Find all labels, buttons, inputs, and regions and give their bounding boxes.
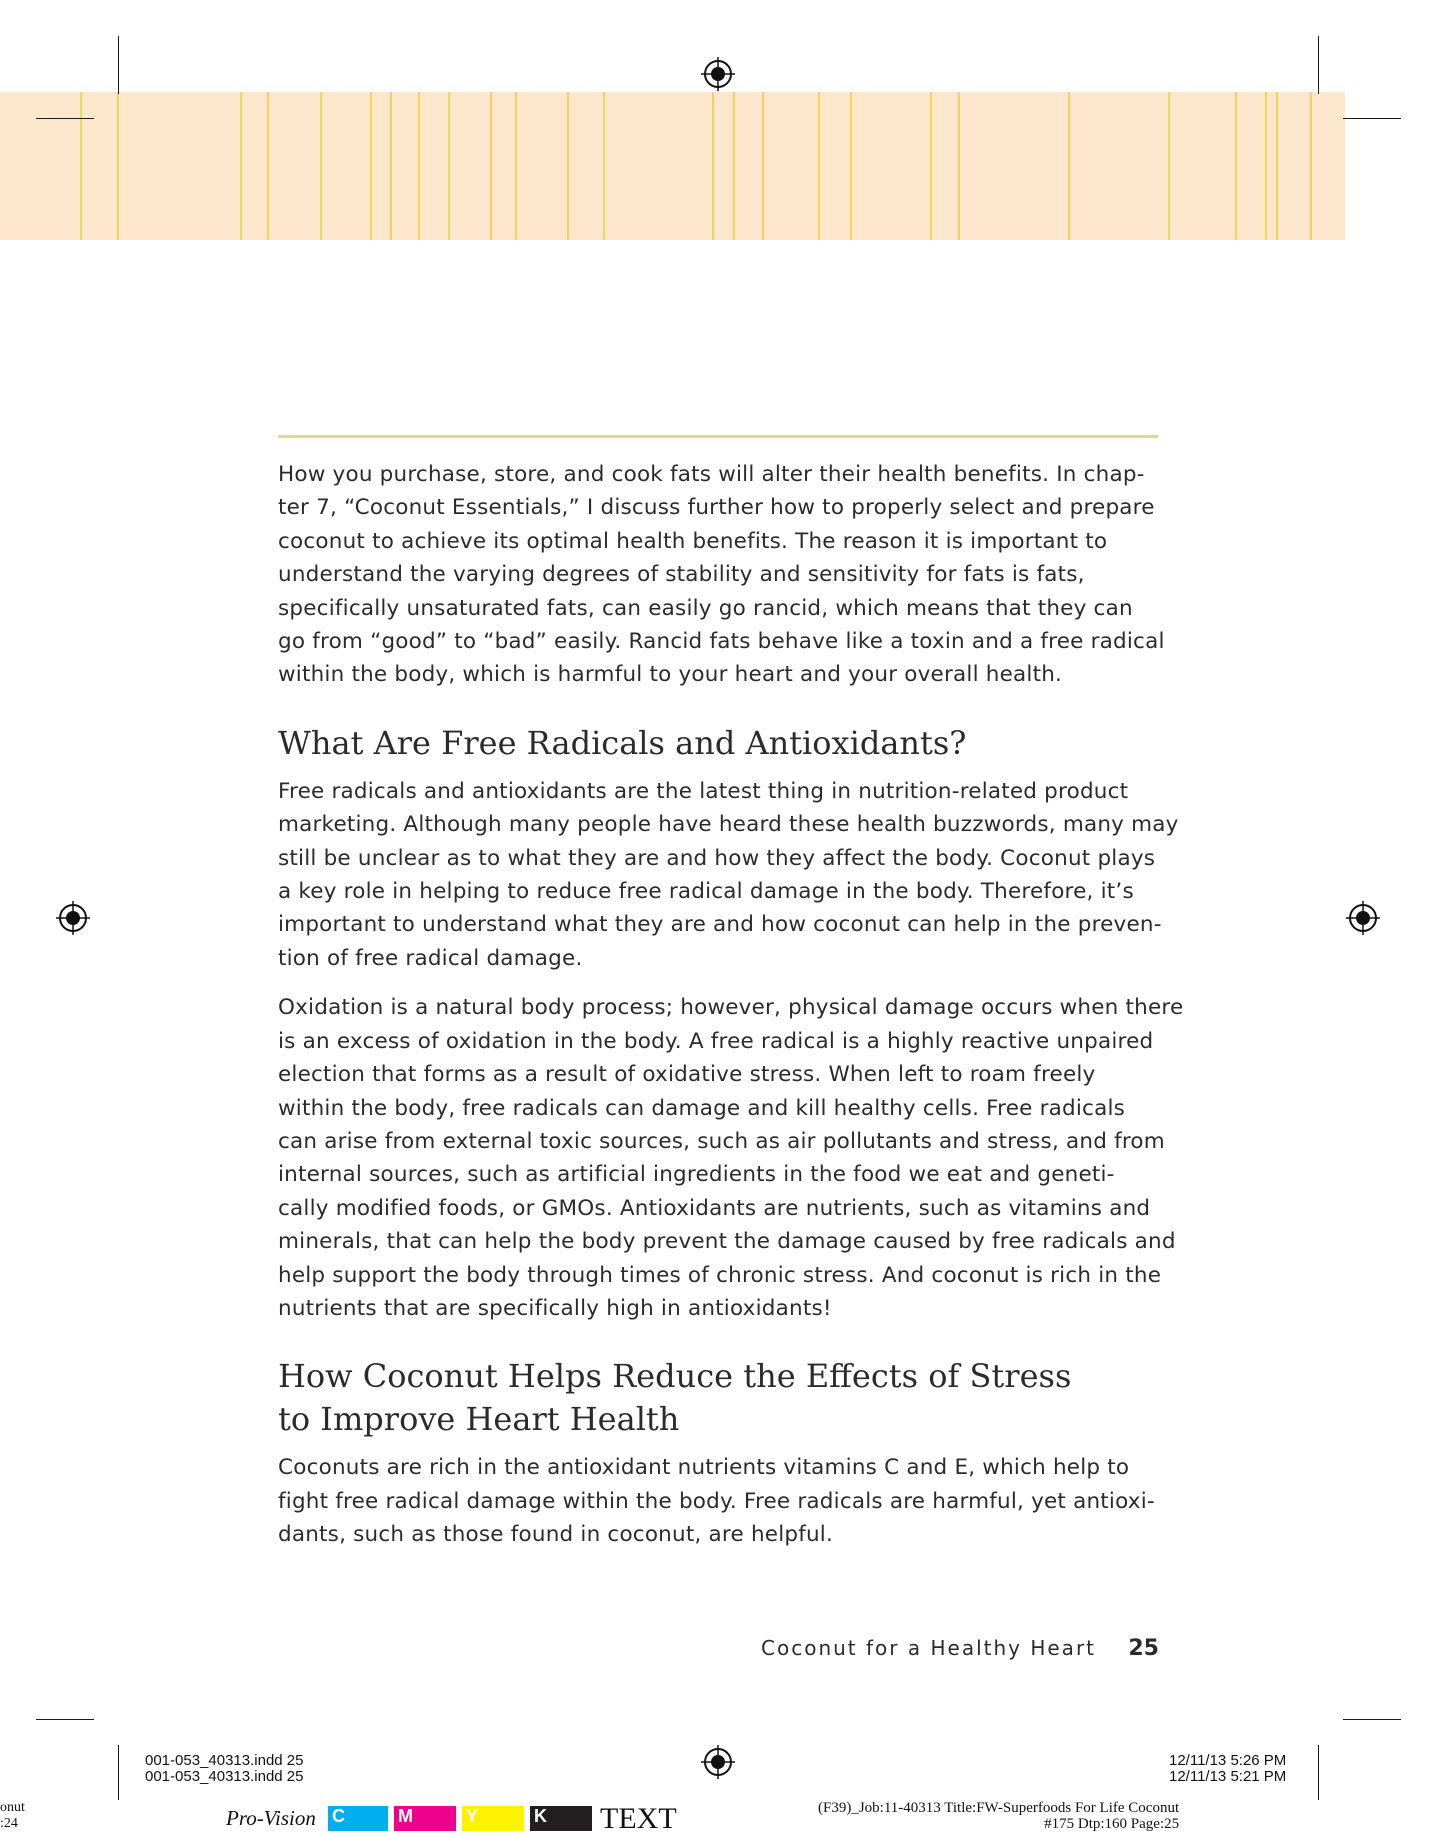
- banner-stripe: [733, 92, 735, 240]
- heading-line: How Coconut Helps Reduce the Effects of Stress: [278, 1357, 1072, 1396]
- slug-file-info: [145, 1753, 303, 1785]
- text-line: go from “good” to “bad” easily. Rancid fats behave like a toxin and a free radical: [278, 629, 1165, 655]
- slug-line: (F39)_Job:11-40313 Title:FW-Superfoods For Life Coconut: [818, 1800, 1180, 1816]
- text-line: a key role in helping to reduce free radical damage in the body. Therefore, it’s: [278, 879, 1134, 905]
- paragraph: [278, 1451, 1158, 1551]
- text-line: election that forms as a result of oxidative stress. When left to roam freely: [278, 1062, 1096, 1088]
- banner-stripe: [930, 92, 932, 240]
- color-swatch-black: K: [530, 1806, 592, 1831]
- text-line: nutrients that are specifically high in antioxidants!: [278, 1295, 832, 1321]
- section-top-rule: [278, 435, 1158, 438]
- banner-stripe: [603, 92, 605, 240]
- text-line: marketing. Although many people have heard these health buzzwords, many may: [278, 812, 1179, 838]
- crop-mark: [1318, 36, 1319, 94]
- text-line: How you purchase, store, and cook fats will alter their health benefits. In chap-: [278, 462, 1145, 487]
- slug-line: onut: [0, 1800, 25, 1815]
- text-line: within the body, which is harmful to your heart and your overall health.: [278, 662, 1063, 688]
- color-swatch-magenta: M: [394, 1806, 456, 1831]
- slug-line: 12/11/13 5:21 PM: [1169, 1768, 1287, 1785]
- banner-stripe: [267, 92, 269, 240]
- banner-stripe: [1310, 92, 1312, 240]
- text-line: is an excess of oxidation in the body. A free radical is a highly reactive unpaired: [278, 1028, 1154, 1054]
- intro-paragraph: [278, 458, 1165, 692]
- banner-stripe: [567, 92, 569, 240]
- provision-brand: Pro-Vision: [226, 1806, 316, 1830]
- banner-stripe: [958, 92, 960, 240]
- slug-line: 001-053_40313.indd 25: [145, 1768, 304, 1785]
- banner-stripe: [1265, 92, 1267, 240]
- registration-mark-icon: [701, 57, 735, 91]
- banner-stripe: [1068, 92, 1070, 240]
- page-number: 25: [1128, 1636, 1159, 1661]
- slug-line: :24: [0, 1816, 18, 1831]
- crop-mark: [36, 118, 94, 119]
- section-heading: [278, 722, 1158, 765]
- slug-line: #175 Dtp:160 Page:25: [1044, 1816, 1180, 1832]
- running-title: Coconut for a Healthy Heart: [761, 1636, 1097, 1660]
- crop-mark: [118, 36, 119, 94]
- banner-stripe: [712, 92, 714, 240]
- text-line: cally modified foods, or GMOs. Antioxidants are nutrients, such as vitamins and: [278, 1195, 1151, 1221]
- crop-mark: [118, 1745, 119, 1800]
- text-line: important to understand what they are and how coconut can help in the preven-: [278, 912, 1162, 938]
- color-swatch-yellow: Y: [462, 1806, 524, 1831]
- text-line: Free radicals and antioxidants are the latest thing in nutrition-related product: [278, 778, 1129, 804]
- text-line: fight free radical damage within the body. Free radicals are harmful, yet antioxi-: [278, 1488, 1155, 1514]
- slug-edge-text: [0, 1800, 25, 1832]
- section-heading: [278, 1355, 1158, 1441]
- banner-stripe: [418, 92, 420, 240]
- slug-job-info: [818, 1800, 1179, 1832]
- text-line: Oxidation is a natural body process; however, physical damage occurs when there: [278, 995, 1184, 1021]
- banner-stripe: [490, 92, 492, 240]
- banner-stripe: [818, 92, 820, 240]
- crop-mark: [1343, 118, 1401, 119]
- text-line: tion of free radical damage.: [278, 945, 583, 971]
- banner-stripe: [80, 92, 82, 240]
- text-line: Coconuts are rich in the antioxidant nutrients vitamins C and E, which help to: [278, 1455, 1130, 1481]
- text-line: coconut to achieve its optimal health benefits. The reason it is important to: [278, 528, 1108, 554]
- text-line: help support the body through times of chronic stress. And coconut is rich in the: [278, 1262, 1162, 1288]
- paragraph: [278, 991, 1184, 1325]
- heading-line: What Are Free Radicals and Antioxidants?: [278, 723, 967, 762]
- text-line: internal sources, such as artificial ingredients in the food we eat and geneti-: [278, 1162, 1115, 1188]
- banner-stripe: [1235, 92, 1237, 240]
- color-swatch-cyan: C: [328, 1806, 388, 1831]
- banner-stripe: [515, 92, 517, 240]
- banner-stripe: [448, 92, 450, 240]
- text-line: specifically unsaturated fats, can easily go rancid, which means that they can: [278, 595, 1133, 621]
- banner-stripe: [117, 92, 119, 240]
- text-line: understand the varying degrees of stability and sensitivity for fats is fats,: [278, 562, 1085, 588]
- text-line: dants, such as those found in coconut, are helpful.: [278, 1522, 834, 1548]
- banner-stripe: [390, 92, 392, 240]
- header-banner: [0, 92, 1345, 240]
- banner-stripe: [320, 92, 322, 240]
- slug-date-info: [1169, 1753, 1286, 1785]
- banner-stripe: [370, 92, 372, 240]
- text-line: minerals, that can help the body prevent the damage caused by free radicals and: [278, 1229, 1176, 1255]
- registration-mark-icon: [56, 901, 90, 935]
- slug-line: 001-053_40313.indd 25: [145, 1752, 304, 1769]
- page-body: [278, 458, 1184, 1568]
- slug-line: 12/11/13 5:26 PM: [1169, 1752, 1287, 1769]
- text-line: can arise from external toxic sources, such as air pollutants and stress, and from: [278, 1128, 1165, 1154]
- crop-mark: [36, 1719, 94, 1720]
- paragraph: [278, 775, 1179, 975]
- heading-line: to Improve Heart Health: [278, 1400, 680, 1439]
- registration-mark-icon: [701, 1745, 735, 1779]
- page-footer: [761, 1636, 1159, 1661]
- banner-stripe: [762, 92, 764, 240]
- swatch-label: TEXT: [600, 1802, 677, 1835]
- text-line: ter 7, “Coconut Essentials,” I discuss further how to properly select and prepare: [278, 495, 1155, 521]
- registration-mark-icon: [1346, 901, 1380, 935]
- banner-stripe: [1168, 92, 1170, 240]
- text-line: still be unclear as to what they are and how they affect the body. Coconut plays: [278, 845, 1156, 871]
- banner-stripe: [850, 92, 852, 240]
- crop-mark: [1318, 1745, 1319, 1800]
- crop-mark: [1343, 1719, 1401, 1720]
- banner-stripe: [1276, 92, 1278, 240]
- text-line: within the body, free radicals can damage and kill healthy cells. Free radicals: [278, 1095, 1126, 1121]
- banner-stripe: [240, 92, 242, 240]
